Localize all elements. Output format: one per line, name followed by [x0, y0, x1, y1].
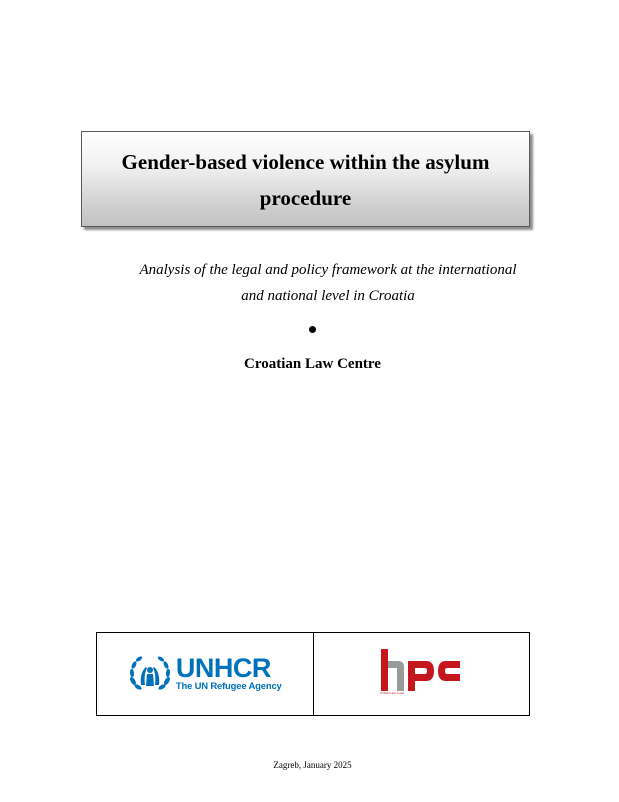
hpc-fine-print: hrvatski pravni centar: [380, 692, 405, 695]
place-date: Zagreb, January 2025: [273, 760, 352, 770]
document-title: Gender-based violence within the asylum procedure: [121, 150, 490, 210]
author: Croatian Law Centre: [244, 356, 381, 372]
hpc-logo-icon: [380, 649, 462, 691]
unhcr-logo: [128, 655, 282, 693]
hpc-logo-cell: [314, 633, 530, 715]
logo-table: [96, 632, 530, 716]
title-box: [81, 131, 530, 227]
unhcr-tagline: The UN Refugee Agency: [175, 681, 282, 692]
hpc-logo: [380, 649, 462, 699]
unhcr-emblem-icon: [128, 655, 172, 693]
document-subtitle: Analysis of the legal and policy framework at the international and national level in Croatia: [139, 262, 517, 304]
unhcr-name: UNHCR: [175, 653, 271, 683]
bullet-separator: [309, 326, 316, 333]
unhcr-logo-cell: [97, 633, 314, 715]
